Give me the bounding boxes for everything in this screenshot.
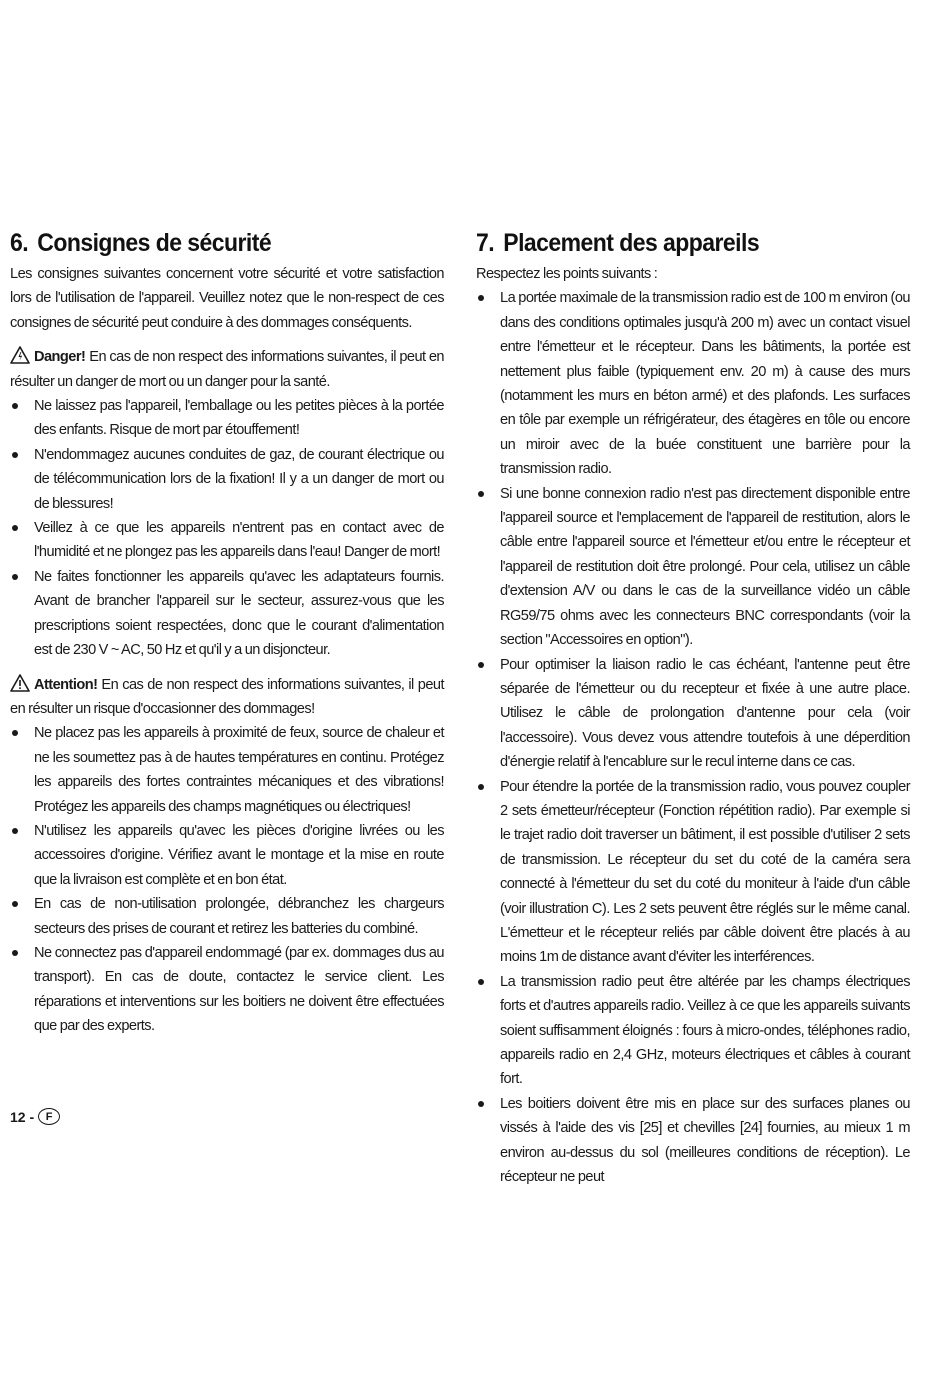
list-item: Pour optimiser la liaison radio le cas échéant, l'antenne peut être séparée de l'émetteur ou du recepteur et fixée à une autre place. Utilisez le câble de prolongation d'antenne pour cela (voir l'accessoire). Vous devez vous attendre toutefois à une déperdition d'énergie relatif à l'encablure sur le recul interne dans ce cas. [476,653,910,775]
attention-notice [10,673,444,722]
list-item: Veillez à ce que les appareils n'entrent pas en contact avec de l'humidité et ne plongez pas les appareils dans l'eau! Danger de mort! [10,516,444,565]
section-placement [476,226,910,1189]
list-item: Les boitiers doivent être mis en place sur des surfaces planes ou vissés à l'aide des vis [25] et chevilles [24] fournies, au mieux 1 m environ au-dessus du sol (meilleures conditions de réception). Le récepteur ne peut [476,1092,910,1190]
list-item: Pour étendre la portée de la transmission radio, vous pouvez coupler 2 sets émetteur/récepteur (Fonction répétition radio). Par exemple si le trajet radio doit traverser un bâtiment, il est possible d'utiliser 2 sets de transmission. Le récepteur du set du coté de la caméra sera connecté à l'émetteur du set du coté du moniteur à l'aide d'un câble (voir illustration C). Les 2 sets peuvent être réglés sur le même canal. L'émetteur et le récepteur reliés par câble doivent être placés à au moins 1m de distance avant d'éviter les interférences. [476,775,910,970]
list-item: Ne placez pas les appareils à proximité de feux, source de chaleur et ne les soumettez pas à de hautes températures en continu. Protégez les appareils des fortes contraintes mécaniques et des vibrations! Protégez les appareils des champs magnétiques ou électriques! [10,721,444,819]
danger-text: En cas de non respect des informations suivantes, il peut en résulter un danger de mort ou un danger pour la santé. [10,349,444,390]
danger-notice [10,345,444,394]
list-item: Ne faites fonctionner les appareils qu'avec les adaptateurs fournis. Avant de brancher l'appareil sur le secteur, assurez-vous que les prescriptions soient respectées, donc que le courant d'alimentation est de 230 V ~ AC, 50 Hz et qu'il y a un disjoncteur. [10,565,444,663]
attention-text: En cas de non respect des informations suivantes, il peut en résulter un risque d'occasionner des dommages! [10,676,444,717]
page-number [10,1108,60,1125]
list-item: La portée maximale de la transmission radio est de 100 m environ (ou dans des conditions optimales jusqu'à 200 m) avec un contact visuel entre l'émetteur et le récepteur. Dans les bâtiments, la portée est nettement plus faible (typiquement env. 20 m) à cause des murs (notamment les murs en béton armé) et des plafonds. Les surfaces en tôle par exemple un réfrigérateur, des étagères en tôle ou encore un miroir avec de la buée constituent une barrière pour la transmission radio. [476,286,910,481]
danger-label: Danger! [34,349,86,366]
list-item: La transmission radio peut être altérée par les champs électriques forts et d'autres appareils radio. Veillez à ce que les appareils suivants soient suffisamment éloignés : fours à micro-ondes, téléphones radio, appareils radio en 2,4 GHz, moteurs électriques et câbles à courant fort. [476,970,910,1092]
section-title: 7. Placement des appareils [476,229,760,257]
page-number-text: 12 - [10,1108,35,1125]
list-item: En cas de non-utilisation prolongée, débranchez les chargeurs secteurs des prises de courant et retirez les batteries du combiné. [10,892,444,941]
attention-list [10,721,444,1038]
attention-label: Attention! [34,676,98,693]
section-intro: Respectez les points suivants : [476,266,658,282]
list-item: Si une bonne connexion radio n'est pas directement disponible entre l'appareil source et l'emplacement de l'appareil de restitution, alors le câble entre l'appareil source et l'émetteur et/ou entre le récepteur et l'appareil de restitution doit être prolongé. Pour cela, utilisez un câble d'extension A/V ou dans le cas de la surveillance vidéo un câble RG59/75 ohms avec les connecteurs BNC correspondants (voir la section "Accessoires en option"). [476,482,910,653]
warning-triangle-icon [10,346,30,364]
section-intro: Les consignes suivantes concernent votre sécurité et votre satisfaction lors de l'utilisation de l'appareil. Veuillez notez que le non-respect de ces consignes de sécurité peut conduire à des dommages conséquents. [10,266,444,331]
list-item: N'utilisez les appareils qu'avec les pièces d'origine livrées ou les accessoires d'origine. Vérifiez avant le montage et la mise en route que la livraison est complète et en bon état. [10,819,444,892]
language-badge: F [38,1108,60,1125]
list-item: Ne connectez pas d'appareil endommagé (par ex. dommages dus au transport). En cas de doute, contactez le service client. Les réparations et interventions sur les boitiers ne doivent être effectuées que par des experts. [10,941,444,1039]
placement-list [476,286,910,1189]
warning-triangle-icon [10,674,30,692]
list-item: N'endommagez aucunes conduites de gaz, de courant électrique ou de télécommunication lors de la fixation! Il y a un danger de mort ou de blessures! [10,443,444,516]
list-item: Ne laissez pas l'appareil, l'emballage ou les petites pièces à la portée des enfants. Risque de mort par étouffement! [10,394,444,443]
section-title: 6. Consignes de sécurité [10,229,272,257]
section-safety [10,226,444,1039]
danger-list [10,394,444,662]
